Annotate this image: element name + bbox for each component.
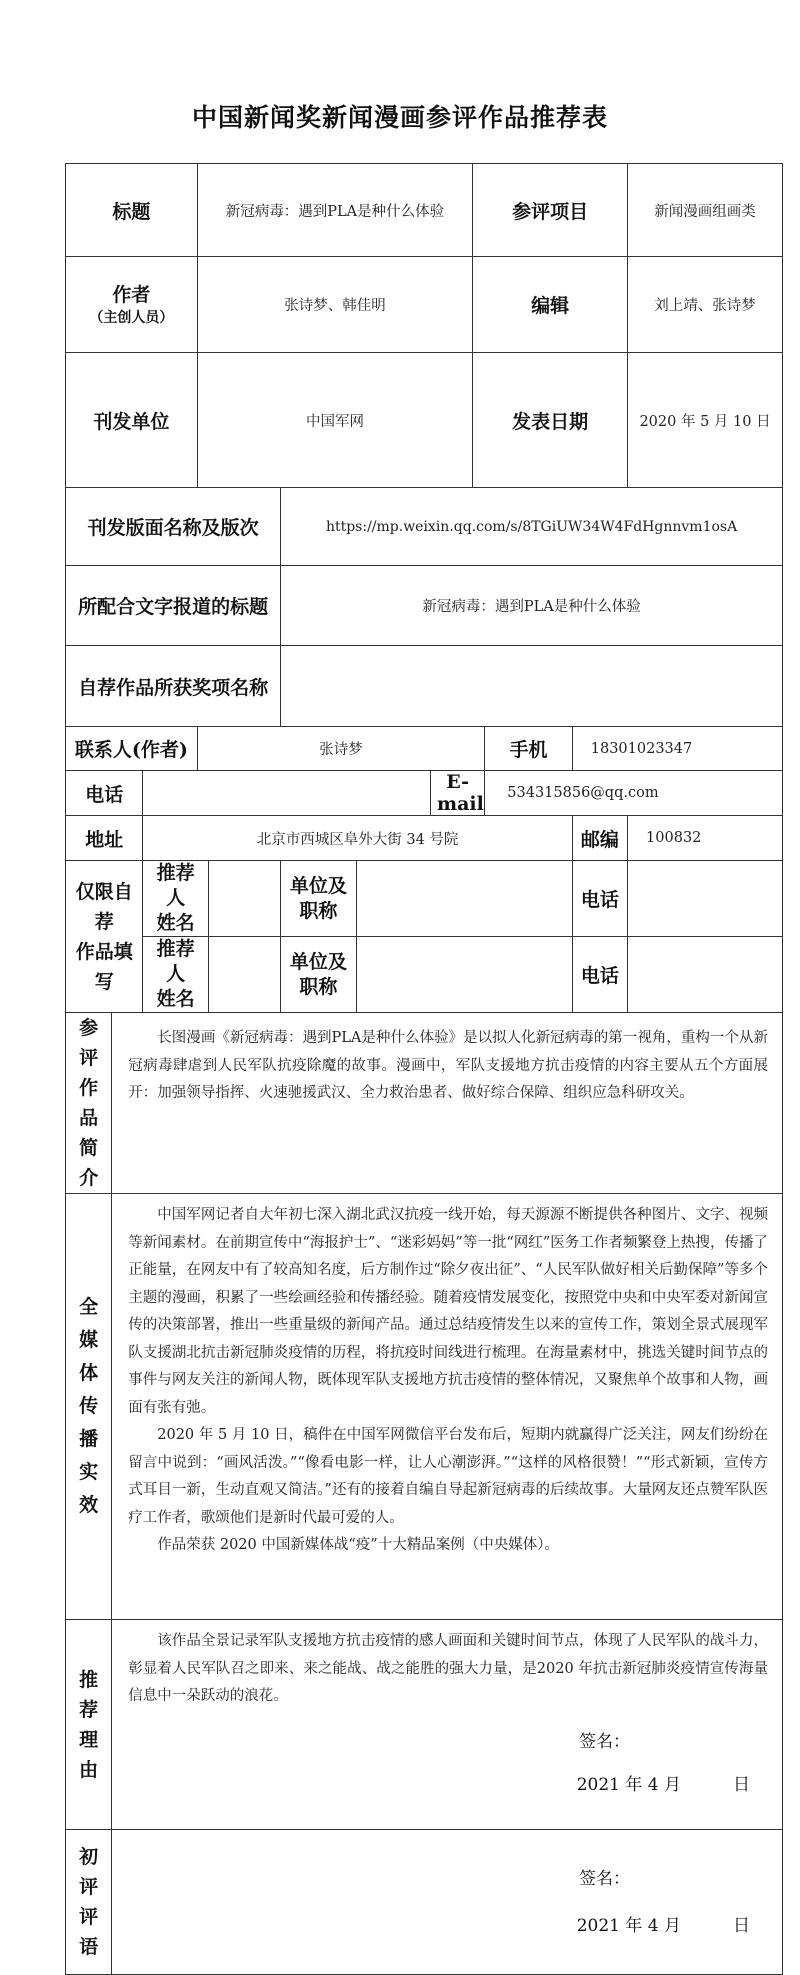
effect-label-char: 全 (79, 1296, 99, 1318)
editor-label: 编辑 (473, 257, 628, 353)
recommender-name-label (143, 937, 208, 1013)
intro-label-char: 参 (79, 1017, 99, 1039)
recommender-unit-label-line1: 单位及 (289, 950, 347, 973)
row-contact (66, 727, 783, 771)
review-date-day: 日 (733, 1916, 750, 1936)
row-recommender-1 (66, 861, 783, 937)
review-label-char: 评 (79, 1906, 99, 1928)
title-value: 新冠病毒：遇到PLA是种什么体验 (197, 164, 473, 257)
recommender-unit-value (356, 937, 572, 1013)
author-sub-label: （主创人员） (89, 310, 174, 326)
awards-label: 自荐作品所获奖项名称 (66, 646, 281, 727)
editor-value: 刘上靖、张诗梦 (628, 257, 783, 353)
review-label (66, 1830, 112, 1975)
effect-body (112, 1194, 783, 1620)
author-label-cell (66, 257, 198, 353)
reason-body (112, 1620, 783, 1830)
row-related (66, 566, 783, 646)
title-label: 标题 (66, 164, 198, 257)
page-value: https://mp.weixin.qq.com/s/8TGiUW34W4FdHgnnvm1osA (281, 488, 783, 566)
recommender-name-label-line1: 推荐人 (156, 938, 195, 985)
publisher-value: 中国军网 (197, 353, 473, 488)
effect-paragraph: 作品荣获 2020 中国新媒体战“疫”十大精品案例（中央媒体）。 (157, 1537, 559, 1553)
recommender-phone-label: 电话 (572, 937, 627, 1013)
reason-label-char: 荐 (79, 1698, 99, 1721)
intro-label-char: 品 (79, 1107, 99, 1129)
recommender-unit-value (356, 861, 572, 937)
reason-label-char: 推 (79, 1668, 99, 1691)
recommender-unit-label (281, 937, 356, 1013)
recommender-phone-value (628, 861, 783, 937)
category-label: 参评项目 (473, 164, 628, 257)
row-effect (66, 1194, 783, 1620)
row-awards (66, 646, 783, 727)
recommender-name-value (208, 937, 280, 1013)
effect-paragraph: 2020 年 5 月 10 日，稿件在中国军网微信平台发布后，短期内就赢得广泛关注，网友们纷纷在留言中说到：“画风活泼。”“像看电影一样，让人心潮澎湃。”“这样的风格很赞！”“形式新颖，宣传方式耳目一新，生动直观又简洁。”还有的接着自编自导起新冠病毒的后续故事。大量网友还点赞军队医疗工作者，歌颂他们是新时代最可爱的人。 (128, 1427, 768, 1526)
recommender-unit-label (281, 861, 356, 937)
effect-label-char: 传 (79, 1395, 99, 1417)
recommender-phone-label: 电话 (572, 861, 627, 937)
recommender-name-label (143, 861, 208, 937)
date-value: 2020 年 5 月 10 日 (628, 353, 783, 488)
self-recommend-label-line1: 仅限自荐 (75, 880, 133, 933)
self-recommend-label (66, 861, 143, 1013)
recommender-name-label-line2: 姓名 (156, 988, 195, 1010)
review-label-char: 初 (79, 1846, 99, 1868)
related-label: 所配合文字报道的标题 (66, 566, 281, 646)
address-value: 北京市西城区阜外大街 34 号院 (143, 816, 572, 861)
reason-text: 该作品全景记录军队支援地方抗击疫情的感人画面和关键时间节点，体现了人民军队的战斗力，彰显着人民军队召之即来、来之能战、战之能胜的强大力量，是2020 年抗击新冠肺炎疫情宣传海量信息中一朵跃动的浪花。 (128, 1633, 768, 1704)
email-value: 534315856@qq.com (485, 771, 783, 816)
recommender-unit-label-line2: 职称 (299, 975, 338, 998)
row-page (66, 488, 783, 566)
intro-text: 长图漫画《新冠病毒：遇到PLA是种什么体验》是以拟人化新冠病毒的第一视角，重构一个从新冠病毒肆虐到人民军队抗疫除魔的故事。漫画中，军队支援地方抗击疫情的内容主要从五个方面展开：加强领导指挥、火速驰援武汉、全力救治患者、做好综合保障、组织应急科研攻关。 (128, 1030, 768, 1101)
review-label-char: 语 (79, 1936, 99, 1958)
intro-label-char: 简 (79, 1137, 99, 1159)
row-author (66, 257, 783, 353)
reason-signature: 签名： (579, 1731, 630, 1752)
page-label: 刊发版面名称及版次 (66, 488, 281, 566)
effect-label-char: 播 (79, 1428, 99, 1450)
reason-date-day: 日 (733, 1774, 750, 1795)
author-value: 张诗梦、韩佳明 (197, 257, 473, 353)
related-value: 新冠病毒：遇到PLA是种什么体验 (281, 566, 783, 646)
recommender-name-label-line1: 推荐人 (156, 862, 195, 909)
postcode-label: 邮编 (572, 816, 627, 861)
mobile-label: 手机 (485, 727, 572, 771)
row-review (66, 1830, 783, 1975)
review-label-char: 评 (79, 1876, 99, 1898)
email-label: E-mail (430, 771, 484, 816)
review-signature: 签名： (579, 1869, 630, 1889)
category-value: 新闻漫画组画类 (628, 164, 783, 257)
recommender-unit-label-line1: 单位及 (289, 874, 347, 897)
reason-date (128, 1770, 768, 1795)
row-publisher (66, 353, 783, 488)
intro-label-char: 评 (79, 1047, 99, 1069)
effect-label-char: 体 (79, 1362, 99, 1384)
author-label: 作者 (112, 284, 151, 306)
date-label: 发表日期 (473, 353, 628, 488)
reason-label (66, 1620, 112, 1830)
intro-label-char: 作 (79, 1077, 99, 1099)
recommendation-form-table (65, 163, 783, 1975)
reason-date-year: 2021 年 4 月 (576, 1774, 681, 1795)
self-recommend-label-line2: 作品填写 (75, 940, 133, 993)
reason-label-char: 理 (79, 1728, 99, 1751)
reason-label-char: 由 (79, 1758, 99, 1781)
row-title (66, 164, 783, 257)
mobile-value: 18301023347 (572, 727, 782, 771)
row-phone (66, 771, 783, 816)
row-reason (66, 1620, 783, 1830)
postcode-value: 100832 (628, 816, 783, 861)
publisher-label: 刊发单位 (66, 353, 198, 488)
row-address (66, 816, 783, 861)
contact-value: 张诗梦 (197, 727, 485, 771)
effect-label (66, 1194, 112, 1620)
review-date-year: 2021 年 4 月 (576, 1916, 681, 1936)
intro-body (112, 1013, 783, 1194)
review-body (112, 1830, 783, 1975)
phone-value (143, 771, 431, 816)
recommender-phone-value (628, 937, 783, 1013)
effect-label-char: 实 (79, 1461, 99, 1483)
recommender-name-label-line2: 姓名 (156, 912, 195, 934)
effect-label-char: 媒 (79, 1329, 99, 1351)
intro-label (66, 1013, 112, 1194)
awards-value (281, 646, 783, 727)
row-recommender-2 (66, 937, 783, 1013)
contact-label: 联系人(作者) (66, 727, 198, 771)
form-title: 中国新闻奖新闻漫画参评作品推荐表 (191, 103, 608, 132)
intro-label-char: 介 (79, 1167, 99, 1189)
review-date (128, 1911, 768, 1936)
effect-paragraph: 中国军网记者自大年初七深入湖北武汉抗疫一线开始，每天源源不断提供各种图片、文字、视频等新闻素材。在前期宣传中“海报护士”、“迷彩妈妈”等一批“网红”医务工作者频繁登上热搜，传播了正能量，在网友中有了较高知名度，后方制作过“除夕夜出征”、“人民军队做好相关后勤保障”等多个主题的漫画，积累了一些绘画经验和传播经验。随着疫情发展变化，按照党中央和中央军委对新闻宣传的决策部署，推出一些重量级的新闻产品。通过总结疫情发生以来的宣传工作，策划全景式展现军队支援湖北抗击新冠肺炎疫情的历程，将抗疫时间线进行梳理。在海量素材中，挑选关键时间节点的事件与网友关注的新闻人物，既体现军队支援地方抗击疫情的整体情况，又聚焦单个故事和人物，画面有张有弛。 (128, 1207, 768, 1416)
recommender-name-value (208, 861, 280, 937)
effect-label-char: 效 (79, 1494, 99, 1516)
row-intro (66, 1013, 783, 1194)
recommender-unit-label-line2: 职称 (299, 899, 338, 922)
phone-label: 电话 (66, 771, 143, 816)
address-label: 地址 (66, 816, 143, 861)
